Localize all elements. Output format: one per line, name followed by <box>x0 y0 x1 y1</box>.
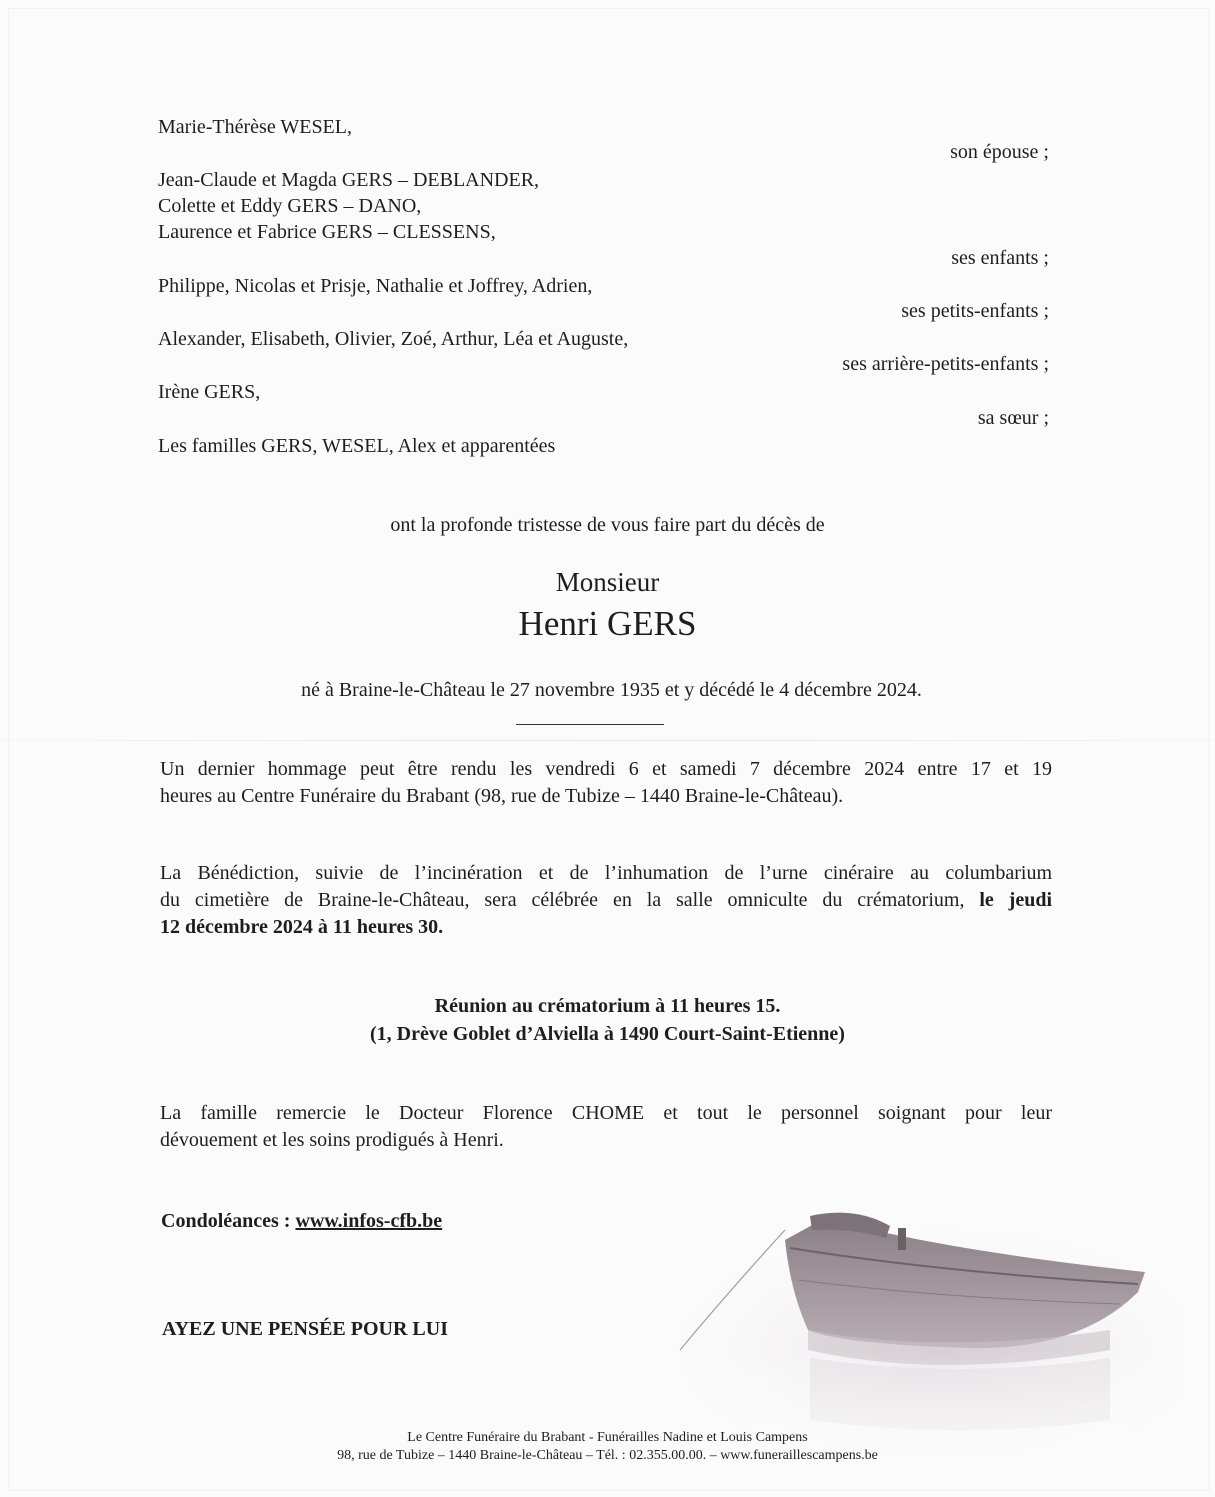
condolences-line <box>161 1209 442 1233</box>
deceased-honorific: Monsieur <box>555 567 660 597</box>
ceremony-line-2-text: du cimetière de Braine-le-Château, sera célébrée en la salle omniculte du crématorium, <box>160 889 965 911</box>
footer-line-2: 98, rue de Tubize – 1440 Braine-le-Château – Tél. : 02.355.00.00. – www.funeraillescampens.be <box>337 1448 878 1463</box>
family-grandchildren-names: Philippe, Nicolas et Prisje, Nathalie et Joffrey, Adrien, <box>158 275 593 297</box>
condolences-link[interactable]: www.infos-cfb.be <box>295 1210 443 1232</box>
separator-rule <box>516 724 664 725</box>
condolences-label: Condoléances : <box>161 1210 291 1232</box>
family-greatgrandchildren-relation: ses arrière-petits-enfants ; <box>842 353 1049 375</box>
ceremony-date-time: 12 décembre 2024 à 11 heures 30. <box>160 916 444 938</box>
family-spouse-name: Marie-Thérèse WESEL, <box>158 116 352 138</box>
family-sister-relation: sa sœur ; <box>977 407 1049 429</box>
closing-text: AYEZ UNE PENSÉE POUR LUI <box>162 1318 448 1340</box>
thanks-paragraph <box>160 1100 1052 1154</box>
birth-death-text: né à Braine-le-Château le 27 novembre 1935 et y décédé le 4 décembre 2024. <box>301 679 922 701</box>
thanks-line-2: dévouement et les soins prodigués à Henri. <box>160 1129 504 1151</box>
meeting-address: (1, Drève Goblet d’Alviella à 1490 Court-Saint-Etienne) <box>370 1023 845 1045</box>
birth-death-dates <box>0 678 1215 702</box>
thanks-line-1: La famille remercie le Docteur Florence CHOME et tout le personnel soignant pour leur <box>160 1102 1052 1124</box>
family-child-2: Colette et Eddy GERS – DANO, <box>158 195 422 217</box>
ceremony-paragraph <box>160 860 1052 941</box>
family-children-relation: ses enfants ; <box>951 247 1049 269</box>
ceremony-line-1: La Bénédiction, suivie de l’incinération et de l’inhumation de l’urne cinéraire au columbarium <box>160 862 1052 884</box>
family-child-1: Jean-Claude et Magda GERS – DEBLANDER, <box>158 169 540 191</box>
family-child-3: Laurence et Fabrice GERS – CLESSENS, <box>158 221 496 243</box>
deceased-name: Henri GERS <box>518 604 697 643</box>
tribute-paragraph <box>160 756 1052 810</box>
ceremony-date-start: le jeudi <box>979 889 1053 911</box>
ceremony-line-2 <box>160 887 1052 914</box>
family-greatgrandchildren-names: Alexander, Elisabeth, Olivier, Zoé, Arthur, Léa et Auguste, <box>158 328 629 350</box>
family-spouse-relation: son épouse ; <box>950 141 1049 163</box>
family-sister-name: Irène GERS, <box>158 381 261 403</box>
family-relatives: Les familles GERS, WESEL, Alex et apparentées <box>158 435 556 457</box>
footer-line-1: Le Centre Funéraire du Brabant - Funérailles Nadine et Louis Campens <box>407 1430 808 1445</box>
fold-line <box>0 740 1215 741</box>
announcement-text: ont la profonde tristesse de vous faire part du décès de <box>390 514 825 536</box>
family-grandchildren-relation: ses petits-enfants ; <box>901 300 1049 322</box>
meeting-time: Réunion au crématorium à 11 heures 15. <box>434 995 781 1017</box>
tribute-line-2: heures au Centre Funéraire du Brabant (98, rue de Tubize – 1440 Braine-le-Château). <box>160 785 844 807</box>
tribute-line-1: Un dernier hommage peut être rendu les vendredi 6 et samedi 7 décembre 2024 entre 17 et 19 <box>160 758 1052 780</box>
